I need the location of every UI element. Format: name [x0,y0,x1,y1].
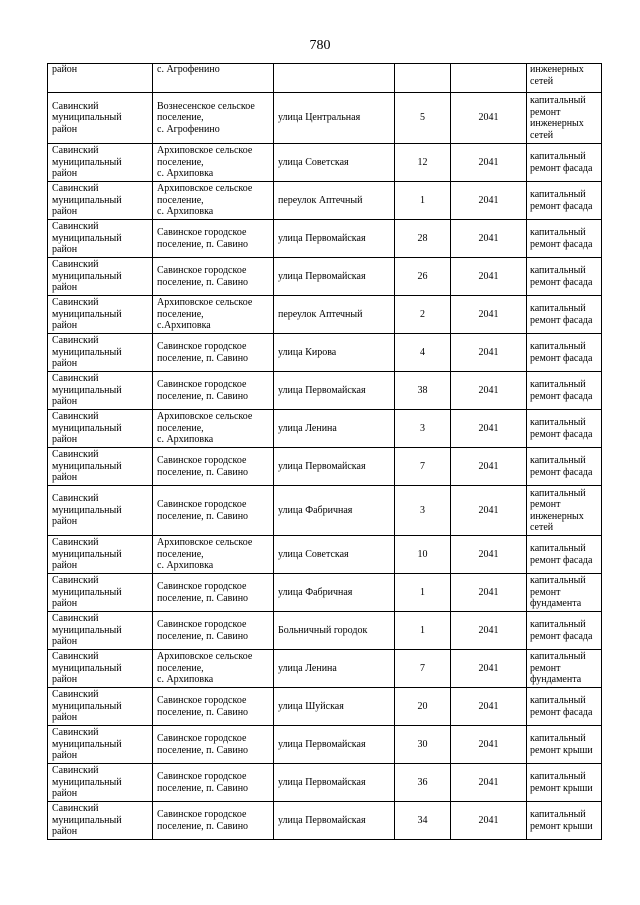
house-number-cell: 26 [395,258,451,296]
work-type-cell: капитальный ремонт фасада [527,182,602,220]
table-row [48,372,602,410]
house-number-cell: 28 [395,220,451,258]
house-number-cell: 38 [395,372,451,410]
house-number-cell: 3 [395,410,451,448]
street-cell: переулок Аптечный [274,296,395,334]
street-cell: улица Фабричная [274,486,395,536]
district-cell: Савинский муниципальный район [48,802,153,840]
district-cell: Савинский муниципальный район [48,688,153,726]
street-cell: улица Первомайская [274,802,395,840]
settlement-cell: Архиповское сельское поселение, с. Архиповка [153,650,274,688]
table-row [48,448,602,486]
work-type-cell: капитальный ремонт крыши [527,802,602,840]
table-row [48,334,602,372]
year-cell: 2041 [451,410,527,448]
street-cell: улица Фабричная [274,574,395,612]
street-cell: улица Кирова [274,334,395,372]
settlement-cell: Савинское городское поселение, п. Савино [153,448,274,486]
year-cell: 2041 [451,536,527,574]
table-row [48,182,602,220]
street-cell: улица Шуйская [274,688,395,726]
year-cell [451,64,527,93]
settlement-cell: Савинское городское поселение, п. Савино [153,220,274,258]
house-number-cell: 1 [395,574,451,612]
settlement-cell: с. Агрофенино [153,64,274,93]
table-row [48,410,602,448]
house-number-cell: 34 [395,802,451,840]
settlement-cell: Савинское городское поселение, п. Савино [153,372,274,410]
district-cell: Савинский муниципальный район [48,258,153,296]
year-cell: 2041 [451,93,527,144]
house-number-cell: 1 [395,612,451,650]
district-cell: Савинский муниципальный район [48,574,153,612]
year-cell: 2041 [451,486,527,536]
district-cell: Савинский муниципальный район [48,612,153,650]
work-type-cell: капитальный ремонт фасада [527,612,602,650]
work-type-cell: капитальный ремонт крыши [527,726,602,764]
street-cell: переулок Аптечный [274,182,395,220]
page-number: 780 [309,38,331,53]
work-type-cell: капитальный ремонт фасада [527,372,602,410]
house-number-cell: 3 [395,486,451,536]
settlement-cell: Архиповское сельское поселение, с. Архиповка [153,536,274,574]
street-cell: улица Первомайская [274,726,395,764]
district-cell: Савинский муниципальный район [48,650,153,688]
district-cell: Савинский муниципальный район [48,296,153,334]
settlement-cell: Савинское городское поселение, п. Савино [153,258,274,296]
repair-program-table [47,63,602,840]
work-type-cell: капитальный ремонт фасада [527,144,602,182]
year-cell: 2041 [451,764,527,802]
street-cell: улица Советская [274,144,395,182]
street-cell: улица Центральная [274,93,395,144]
table-row [48,726,602,764]
district-cell: Савинский муниципальный район [48,220,153,258]
house-number-cell: 12 [395,144,451,182]
table-row [48,688,602,726]
settlement-cell: Савинское городское поселение, п. Савино [153,802,274,840]
house-number-cell: 5 [395,93,451,144]
street-cell: улица Первомайская [274,764,395,802]
district-cell: район [48,64,153,93]
year-cell: 2041 [451,448,527,486]
house-number-cell: 10 [395,536,451,574]
street-cell: Больничный городок [274,612,395,650]
table-row [48,296,602,334]
work-type-cell: капитальный ремонт фасада [527,410,602,448]
year-cell: 2041 [451,334,527,372]
work-type-cell: капитальный ремонт фасада [527,334,602,372]
house-number-cell [395,64,451,93]
table-row [48,612,602,650]
settlement-cell: Архиповское сельское поселение, с.Архиповка [153,296,274,334]
table-row [48,64,602,93]
year-cell: 2041 [451,650,527,688]
table-row [48,650,602,688]
table-row [48,220,602,258]
year-cell: 2041 [451,802,527,840]
settlement-cell: Архиповское сельское поселение, с. Архиповка [153,182,274,220]
table-row [48,536,602,574]
work-type-cell: капитальный ремонт фасада [527,448,602,486]
work-type-cell: капитальный ремонт инженерных сетей [527,93,602,144]
work-type-cell: капитальный ремонт фундамента [527,650,602,688]
year-cell: 2041 [451,182,527,220]
work-type-cell: капитальный ремонт фасада [527,258,602,296]
settlement-cell: Савинское городское поселение, п. Савино [153,726,274,764]
table-row [48,802,602,840]
settlement-cell: Савинское городское поселение, п. Савино [153,688,274,726]
house-number-cell: 7 [395,650,451,688]
settlement-cell: Савинское городское поселение, п. Савино [153,764,274,802]
year-cell: 2041 [451,612,527,650]
district-cell: Савинский муниципальный район [48,334,153,372]
district-cell: Савинский муниципальный район [48,93,153,144]
work-type-cell: капитальный ремонт фасада [527,688,602,726]
district-cell: Савинский муниципальный район [48,764,153,802]
work-type-cell: капитальный ремонт фасада [527,536,602,574]
street-cell: улица Советская [274,536,395,574]
district-cell: Савинский муниципальный район [48,182,153,220]
street-cell: улица Ленина [274,650,395,688]
table-row [48,574,602,612]
work-type-cell: капитальный ремонт фундамента [527,574,602,612]
year-cell: 2041 [451,220,527,258]
district-cell: Савинский муниципальный район [48,536,153,574]
year-cell: 2041 [451,144,527,182]
street-cell: улица Ленина [274,410,395,448]
settlement-cell: Савинское городское поселение, п. Савино [153,486,274,536]
house-number-cell: 20 [395,688,451,726]
settlement-cell: Савинское городское поселение, п. Савино [153,334,274,372]
house-number-cell: 4 [395,334,451,372]
work-type-cell: капитальный ремонт фасада [527,296,602,334]
year-cell: 2041 [451,726,527,764]
house-number-cell: 2 [395,296,451,334]
district-cell: Савинский муниципальный район [48,726,153,764]
table-row [48,144,602,182]
year-cell: 2041 [451,574,527,612]
settlement-cell: Савинское городское поселение, п. Савино [153,574,274,612]
district-cell: Савинский муниципальный район [48,372,153,410]
year-cell: 2041 [451,688,527,726]
house-number-cell: 30 [395,726,451,764]
street-cell: улица Первомайская [274,220,395,258]
work-type-cell: инженерных сетей [527,64,602,93]
house-number-cell: 1 [395,182,451,220]
work-type-cell: капитальный ремонт крыши [527,764,602,802]
street-cell: улица Первомайская [274,448,395,486]
settlement-cell: Архиповское сельское поселение, с. Архиповка [153,410,274,448]
house-number-cell: 7 [395,448,451,486]
street-cell: улица Первомайская [274,258,395,296]
district-cell: Савинский муниципальный район [48,410,153,448]
table-row [48,764,602,802]
settlement-cell: Архиповское сельское поселение, с. Архиповка [153,144,274,182]
work-type-cell: капитальный ремонт инженерных сетей [527,486,602,536]
table-body [48,64,602,840]
settlement-cell: Савинское городское поселение, п. Савино [153,612,274,650]
year-cell: 2041 [451,258,527,296]
street-cell: улица Первомайская [274,372,395,410]
year-cell: 2041 [451,372,527,410]
district-cell: Савинский муниципальный район [48,448,153,486]
year-cell: 2041 [451,296,527,334]
settlement-cell: Вознесенское сельское поселение, с. Агрофенино [153,93,274,144]
district-cell: Савинский муниципальный район [48,144,153,182]
work-type-cell: капитальный ремонт фасада [527,220,602,258]
table-row [48,258,602,296]
table-row [48,93,602,144]
district-cell: Савинский муниципальный район [48,486,153,536]
house-number-cell: 36 [395,764,451,802]
street-cell [274,64,395,93]
table-row [48,486,602,536]
